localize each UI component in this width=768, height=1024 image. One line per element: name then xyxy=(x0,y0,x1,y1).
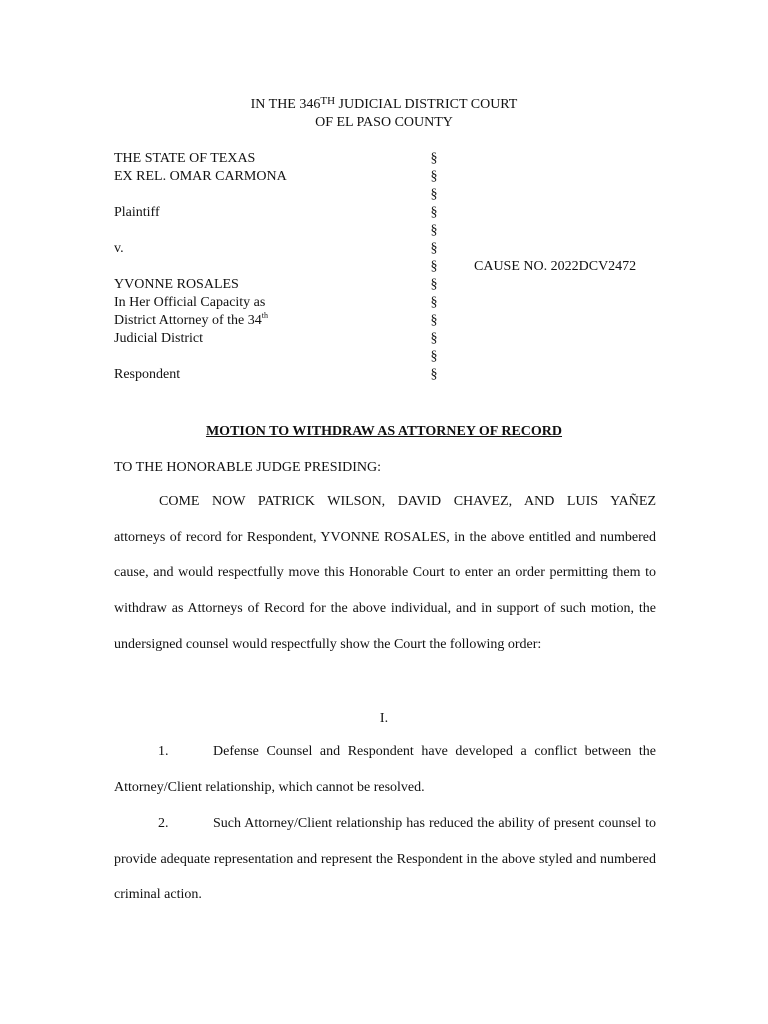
caption-line: Plaintiff xyxy=(114,205,160,220)
caption-line: In Her Official Capacity as xyxy=(114,295,266,310)
section-mark-column xyxy=(427,150,441,384)
court-heading xyxy=(0,96,768,132)
court-ordinal-suffix: TH xyxy=(320,95,336,107)
court-line-1-rest: JUDICIAL DISTRICT COURT xyxy=(335,97,518,112)
section-mark: § xyxy=(430,151,438,166)
section-mark: § xyxy=(430,205,438,220)
numbered-paragraph xyxy=(114,734,656,805)
court-line-1 xyxy=(0,96,768,114)
paragraph-text: Defense Counsel and Respondent have developed a conflict between the Attorney/Client relationship, which cannot be resolved. xyxy=(114,744,656,795)
motion-title: MOTION TO WITHDRAW AS ATTORNEY OF RECORD xyxy=(205,424,563,439)
numbered-paragraph-body xyxy=(114,806,656,913)
caption-line xyxy=(114,312,414,330)
section-heading: I. xyxy=(379,711,389,726)
caption-line: v. xyxy=(114,241,124,256)
caption-ordinal-suffix: th xyxy=(261,311,268,320)
caption-line: EX REL. OMAR CARMONA xyxy=(114,169,287,184)
intro-first-line: COME NOW PATRICK WILSON, DAVID CHAVEZ, AND LUIS YAÑEZ xyxy=(159,494,656,509)
caption-line xyxy=(114,186,414,204)
caption-line: Respondent xyxy=(114,367,181,382)
court-line-1-text: IN THE 346 xyxy=(250,97,321,112)
caption-line: THE STATE OF TEXAS xyxy=(114,151,256,166)
caption-line xyxy=(114,222,414,240)
section-mark: § xyxy=(430,169,438,184)
caption-line xyxy=(114,258,414,276)
cause-number: CAUSE NO. 2022DCV2472 xyxy=(474,259,637,274)
numbered-paragraph-body xyxy=(114,734,656,805)
caption-district-text: District Attorney of the 34 xyxy=(114,313,262,328)
caption-line: Judicial District xyxy=(114,331,204,346)
section-mark: § xyxy=(430,241,438,256)
section-mark: § xyxy=(430,187,438,202)
section-mark: § xyxy=(430,331,438,346)
caption-line: YVONNE ROSALES xyxy=(114,277,239,292)
paragraph-number: 1. xyxy=(158,744,169,759)
section-mark: § xyxy=(430,349,438,364)
case-caption-parties xyxy=(114,150,414,384)
intro-paragraph xyxy=(114,484,656,663)
section-mark: § xyxy=(430,367,438,382)
section-mark: § xyxy=(430,277,438,292)
court-line-2: OF EL PASO COUNTY xyxy=(315,115,453,130)
paragraph-number: 2. xyxy=(158,816,169,831)
salutation: TO THE HONORABLE JUDGE PRESIDING: xyxy=(114,460,382,475)
numbered-paragraph xyxy=(114,806,656,913)
section-mark: § xyxy=(430,259,438,274)
section-mark: § xyxy=(430,223,438,238)
intro-body: attorneys of record for Respondent, YVONNE ROSALES, in the above entitled and numbered cause, and would respectfully move this Honorable Court to enter an order permitting them to withdraw as Attorneys of Record for the above individual, and in support of such motion, the undersigned counsel would respectfully show the Court the following order: xyxy=(114,529,656,652)
paragraph-text: Such Attorney/Client relationship has reduced the ability of present counsel to provide adequate representation and represent the Respondent in the above styled and numbered criminal action. xyxy=(114,816,656,903)
caption-line xyxy=(114,348,414,366)
section-mark: § xyxy=(430,313,438,328)
section-mark: § xyxy=(430,295,438,310)
